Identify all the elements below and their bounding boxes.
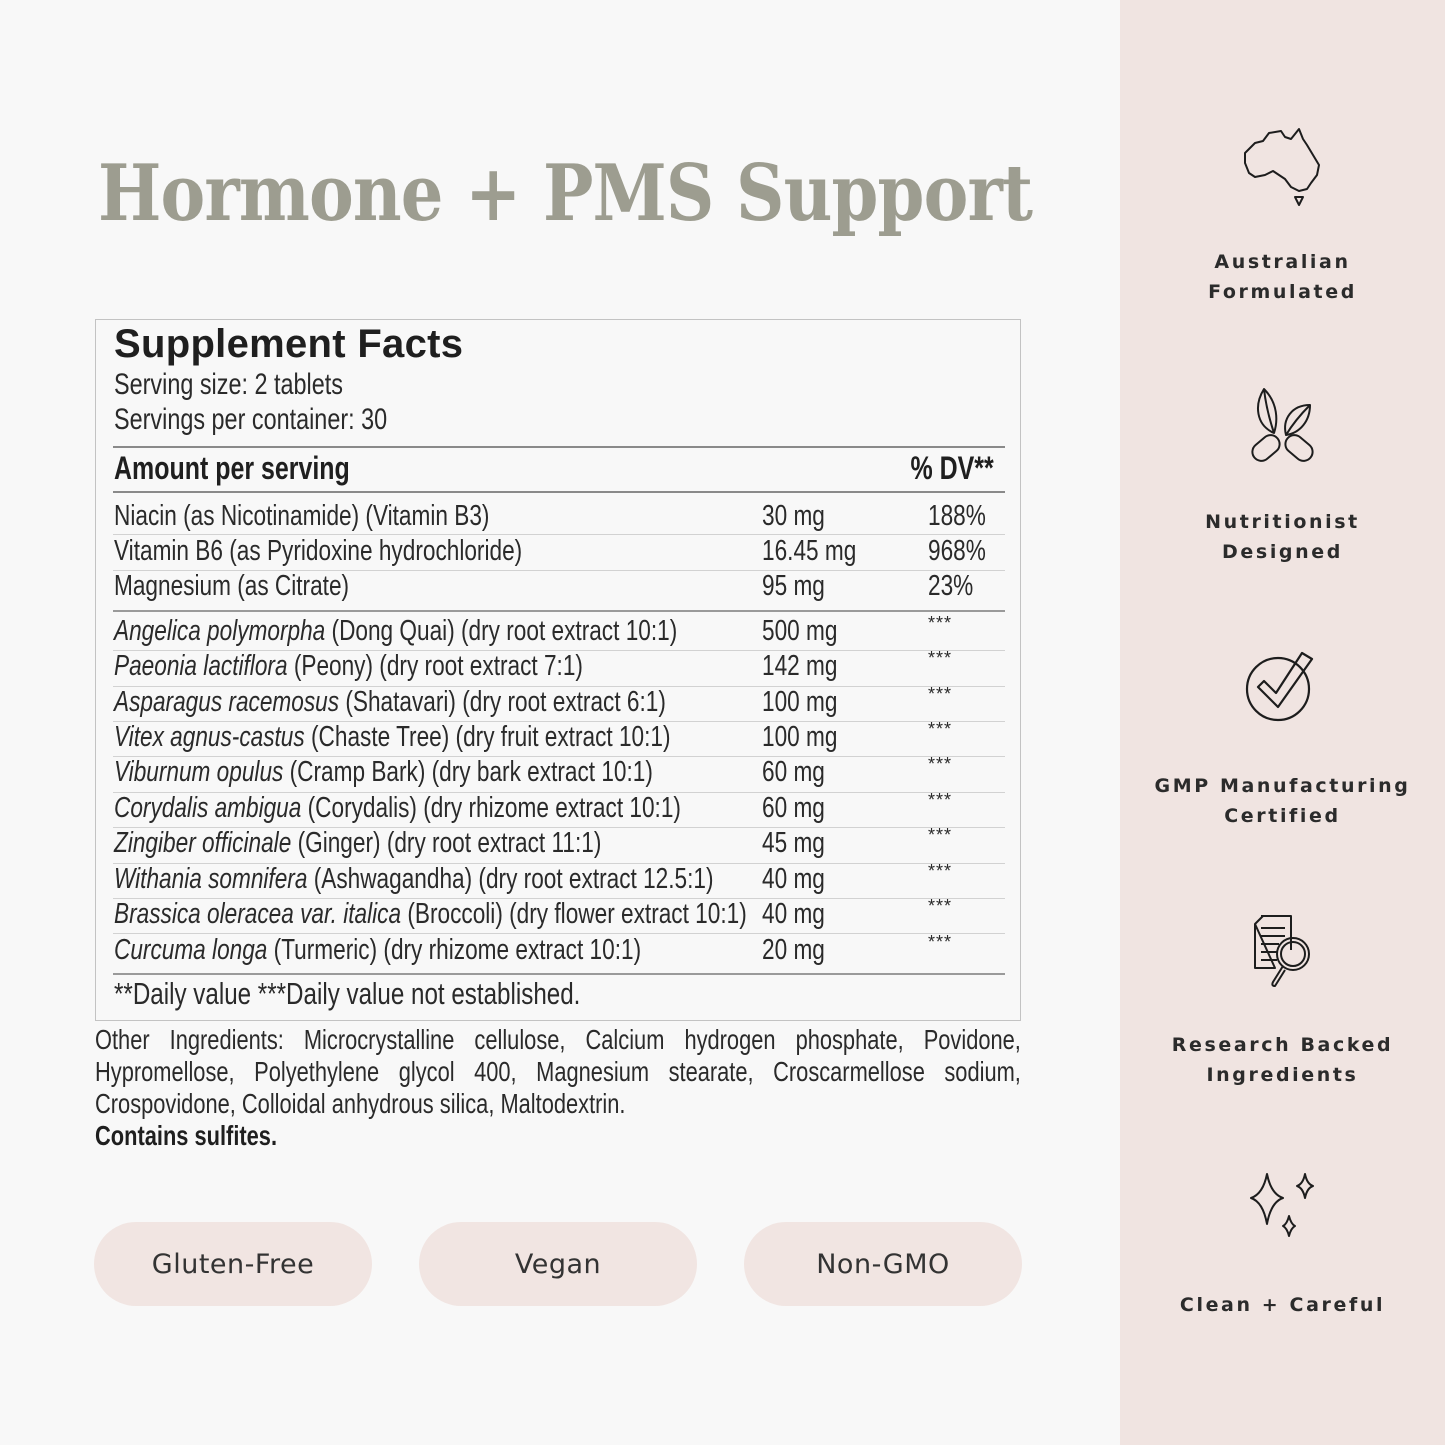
ingredient-dv: *** <box>928 754 953 774</box>
badge-label: GMP Manufacturing <box>1154 775 1411 797</box>
ingredient-amount: 60 mg <box>762 792 825 824</box>
supplement-facts-panel <box>95 319 1021 1021</box>
badge-clean-careful <box>1120 1170 1445 1320</box>
ingredient-dv: *** <box>928 648 953 668</box>
badge-label: Research Backed <box>1171 1034 1394 1056</box>
badge-gmp-certified <box>1120 645 1445 831</box>
non-gmo-badge: Non-GMO <box>744 1222 1022 1306</box>
badge-label: Australian <box>1214 251 1351 273</box>
ingredient-amount: 40 mg <box>762 863 825 895</box>
australia-map-icon <box>1241 125 1325 207</box>
sulfites-warning: Contains sulfites. <box>95 1120 278 1151</box>
table-row <box>114 827 1000 862</box>
ingredient-dv: *** <box>928 684 953 704</box>
ingredient-amount: 40 mg <box>762 898 825 930</box>
table-row <box>114 686 1000 721</box>
ingredient-dv: *** <box>928 932 953 952</box>
supplement-facts-heading: Supplement Facts <box>114 322 464 366</box>
document-magnifier-icon <box>1251 910 1315 990</box>
table-row <box>114 934 1000 969</box>
ingredient-dv: *** <box>928 613 953 633</box>
vegan-badge: Vegan <box>419 1222 697 1306</box>
table-row <box>114 615 1000 650</box>
badge-label: Certified <box>1224 805 1341 827</box>
badge-label: Ingredients <box>1206 1064 1359 1086</box>
ingredient-name: Corydalis ambigua (Corydalis) (dry rhizome extract 10:1) <box>114 792 681 824</box>
serving-size: Serving size: 2 tablets <box>114 368 343 401</box>
badge-research-backed <box>1120 910 1445 1090</box>
table-row <box>114 570 1000 605</box>
ingredient-amount: 60 mg <box>762 756 825 788</box>
ingredient-dv: 23% <box>928 570 974 602</box>
ingredient-name: Vitamin B6 (as Pyridoxine hydrochloride) <box>114 535 523 567</box>
table-row <box>114 792 1000 827</box>
sparkles-icon <box>1247 1170 1319 1250</box>
table-row <box>114 756 1000 791</box>
badge-australian-formulated <box>1120 125 1445 307</box>
table-row <box>114 650 1000 685</box>
product-title: Hormone + PMS Support <box>98 148 1033 239</box>
badge-label: Nutritionist <box>1205 511 1360 533</box>
ingredient-amount: 16.45 mg <box>762 535 857 567</box>
ingredient-name: Angelica polymorpha (Dong Quai) (dry root extract 10:1) <box>114 615 678 647</box>
footnote: **Daily value ***Daily value not established. <box>114 976 581 1011</box>
ingredient-name: Withania somnifera (Ashwagandha) (dry root extract 12.5:1) <box>114 863 714 895</box>
gluten-free-badge: Gluten-Free <box>94 1222 372 1306</box>
badge-label: Clean + Careful <box>1179 1294 1386 1316</box>
table-row <box>114 721 1000 756</box>
ingredient-name: Niacin (as Nicotinamide) (Vitamin B3) <box>114 500 490 532</box>
divider <box>113 491 1005 493</box>
badge-label: Designed <box>1222 541 1343 563</box>
ingredient-amount: 142 mg <box>762 650 838 682</box>
ingredient-dv: *** <box>928 719 953 739</box>
ingredient-name: Zingiber officinale (Ginger) (dry root extract 11:1) <box>114 827 602 859</box>
ingredient-amount: 45 mg <box>762 827 825 859</box>
ingredient-dv: *** <box>928 825 953 845</box>
section-divider <box>113 610 1005 612</box>
ingredient-name: Brassica oleracea var. italica (Broccoli) (dry flower extract 10:1) <box>114 898 747 930</box>
servings-per-container: Servings per container: 30 <box>114 403 388 436</box>
ingredient-dv: *** <box>928 790 953 810</box>
check-circle-icon <box>1244 645 1322 725</box>
other-ingredients-text: Other Ingredients: Microcrystalline cellulose, Calcium hydrogen phosphate, Povidone, Hypromellose, Polyethylene glycol 400, Magnesium stearate, Croscarmellose sodium, Crospovidone, Colloidal anhydrous silica, Maltodextrin. <box>95 1024 1021 1119</box>
amount-header-row <box>114 448 1000 492</box>
ingredient-amount: 30 mg <box>762 500 825 532</box>
amount-per-serving-label: Amount per serving <box>114 450 350 486</box>
ingredient-name: Asparagus racemosus (Shatavari) (dry root extract 6:1) <box>114 686 666 718</box>
ingredient-amount: 20 mg <box>762 934 825 966</box>
ingredient-dv: *** <box>928 861 953 881</box>
other-ingredients <box>95 1024 1021 1152</box>
ingredient-name: Viburnum opulus (Cramp Bark) (dry bark extract 10:1) <box>114 756 653 788</box>
table-row <box>114 898 1000 933</box>
ingredient-name: Paeonia lactiflora (Peony) (dry root extract 7:1) <box>114 650 583 682</box>
ingredient-dv: *** <box>928 896 953 916</box>
table-row <box>114 500 1000 535</box>
table-row <box>114 863 1000 898</box>
ingredient-dv: 968% <box>928 535 986 567</box>
table-row <box>114 535 1000 570</box>
ingredient-name: Vitex agnus-castus (Chaste Tree) (dry fruit extract 10:1) <box>114 721 671 753</box>
ingredient-dv: 188% <box>928 500 986 532</box>
ingredient-amount: 500 mg <box>762 615 838 647</box>
badge-label: Formulated <box>1208 281 1357 303</box>
ingredient-amount: 100 mg <box>762 721 838 753</box>
ingredient-name: Curcuma longa (Turmeric) (dry rhizome extract 10:1) <box>114 934 642 966</box>
ingredient-name: Magnesium (as Citrate) <box>114 570 350 602</box>
ingredient-amount: 100 mg <box>762 686 838 718</box>
section-divider <box>113 973 1005 975</box>
daily-value-label: % DV** <box>910 450 994 486</box>
badge-nutritionist-designed <box>1120 385 1445 567</box>
ingredient-amount: 95 mg <box>762 570 825 602</box>
leaf-capsule-icon <box>1248 385 1318 467</box>
